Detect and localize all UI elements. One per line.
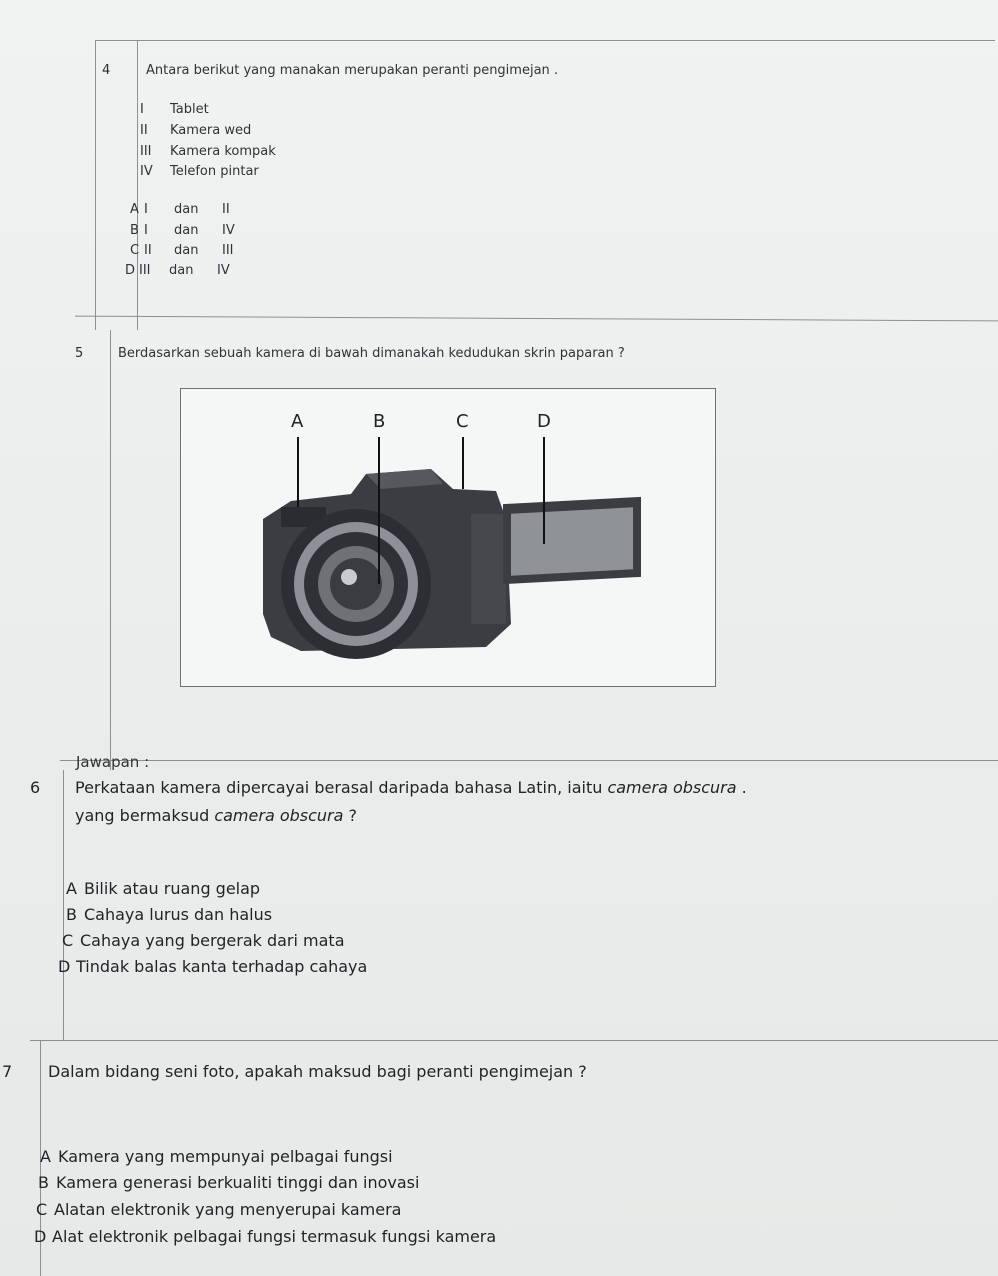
option-letter: B xyxy=(38,1173,49,1192)
answer-option[interactable] xyxy=(40,1147,393,1166)
table-column-divider xyxy=(110,330,111,770)
option-letter: A xyxy=(66,879,77,898)
roman-item xyxy=(140,123,251,138)
camera-illustration xyxy=(181,389,715,686)
roman-item xyxy=(140,164,259,179)
stem-term: camera obscura xyxy=(607,778,737,797)
question-stem: Dalam bidang seni foto, apakah maksud bagi peranti pengimejan ? xyxy=(48,1062,587,1081)
roman-numeral: I xyxy=(140,102,144,117)
answer-option[interactable] xyxy=(130,202,230,217)
option-first: III xyxy=(139,263,151,278)
stem-text: Perkataan kamera dipercayai berasal daripada bahasa Latin, iaitu xyxy=(75,778,608,797)
figure-label-a: A xyxy=(291,411,304,432)
roman-numeral: III xyxy=(140,144,152,159)
question-stem: Berdasarkan sebuah kamera di bawah dimanakah kedudukan skrin paparan ? xyxy=(118,346,625,361)
option-connector: dan xyxy=(174,243,199,258)
stem-text: yang bermaksud xyxy=(75,806,215,825)
roman-item xyxy=(140,144,276,159)
option-second: III xyxy=(222,243,234,258)
figure-label-c: C xyxy=(456,411,469,432)
option-letter: B xyxy=(66,905,77,924)
camera-figure xyxy=(180,388,716,687)
option-connector: dan xyxy=(174,223,199,238)
question-divider xyxy=(30,1040,998,1041)
stem-text: . xyxy=(736,778,747,797)
option-first: II xyxy=(144,243,152,258)
option-text: Bilik atau ruang gelap xyxy=(84,879,261,898)
option-letter: C xyxy=(130,243,140,258)
roman-numeral: II xyxy=(140,123,148,138)
option-text: Cahaya yang bergerak dari mata xyxy=(80,931,345,950)
option-letter: B xyxy=(130,223,139,238)
question-divider xyxy=(60,760,998,761)
answer-option[interactable] xyxy=(66,905,272,924)
table-left-border xyxy=(95,40,96,330)
option-letter: C xyxy=(36,1200,48,1219)
option-text: Alatan elektronik yang menyerupai kamera xyxy=(54,1200,402,1219)
option-second: IV xyxy=(217,263,230,278)
figure-label-b: B xyxy=(373,411,386,432)
item-text: Kamera wed xyxy=(170,123,252,138)
answer-option[interactable] xyxy=(58,957,367,976)
table-column-divider xyxy=(63,770,64,1040)
question-number: 6 xyxy=(30,778,41,797)
option-second: II xyxy=(222,202,230,217)
option-letter: D xyxy=(58,957,71,976)
roman-numeral: IV xyxy=(140,164,153,179)
option-second: IV xyxy=(222,223,235,238)
answer-option[interactable] xyxy=(36,1200,401,1219)
question-number: 7 xyxy=(2,1062,13,1081)
question-divider xyxy=(75,316,998,322)
option-text: Tindak balas kanta terhadap cahaya xyxy=(76,957,368,976)
question-stem-line2 xyxy=(75,806,357,825)
option-text: Kamera generasi berkualiti tinggi dan inovasi xyxy=(56,1173,420,1192)
roman-item xyxy=(140,102,209,117)
table-column-divider xyxy=(137,40,138,330)
option-first: I xyxy=(144,223,148,238)
stem-text: ? xyxy=(343,806,358,825)
question-stem xyxy=(75,778,747,797)
option-letter: A xyxy=(130,202,139,217)
answer-option[interactable] xyxy=(130,223,235,238)
option-connector: dan xyxy=(174,202,199,217)
item-text: Telefon pintar xyxy=(170,164,259,179)
item-text: Kamera kompak xyxy=(170,144,276,159)
answer-option[interactable] xyxy=(38,1173,419,1192)
answer-option[interactable] xyxy=(130,243,234,258)
option-letter: A xyxy=(40,1147,51,1166)
stem-term: camera obscura xyxy=(214,806,344,825)
question-stem: Antara berikut yang manakan merupakan peranti pengimejan . xyxy=(146,63,559,78)
option-text: Kamera yang mempunyai pelbagai fungsi xyxy=(58,1147,393,1166)
answer-option[interactable] xyxy=(62,931,345,950)
option-text: Alat elektronik pelbagai fungsi termasuk fungsi kamera xyxy=(52,1227,497,1246)
figure-label-d: D xyxy=(537,411,551,432)
option-text: Cahaya lurus dan halus xyxy=(84,905,273,924)
question-number: 5 xyxy=(75,346,84,361)
answer-option[interactable] xyxy=(125,263,230,278)
option-connector: dan xyxy=(169,263,194,278)
option-letter: C xyxy=(62,931,74,950)
answer-label: Jawapan : xyxy=(76,753,150,771)
option-letter: D xyxy=(34,1227,47,1246)
option-first: I xyxy=(144,202,148,217)
answer-option[interactable] xyxy=(34,1227,496,1246)
table-top-border xyxy=(95,40,995,41)
option-letter: D xyxy=(125,263,136,278)
answer-line[interactable] xyxy=(170,765,370,766)
question-number: 4 xyxy=(102,63,111,78)
item-text: Tablet xyxy=(170,102,209,117)
answer-option[interactable] xyxy=(66,879,260,898)
